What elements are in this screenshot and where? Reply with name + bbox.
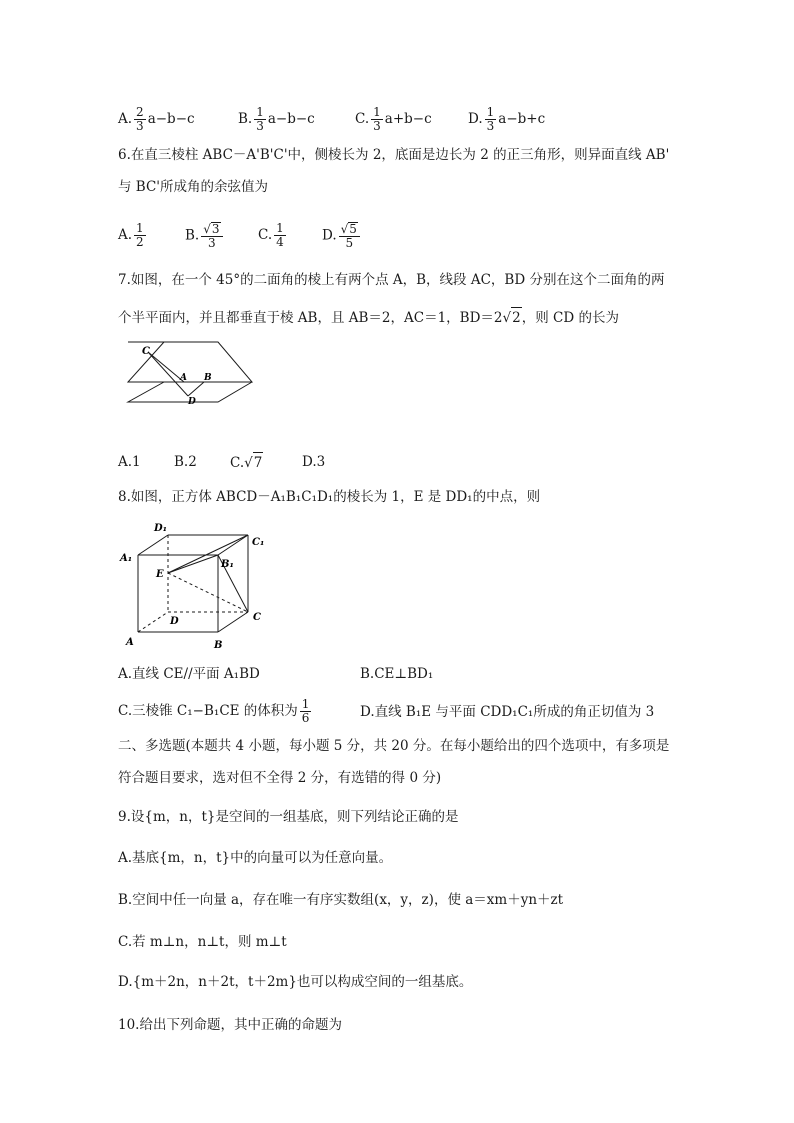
- cube-figure: [118, 515, 278, 655]
- q5-option-c: C. $\frac{1}{3}$ a+b−c: [355, 105, 432, 133]
- q5-option-a: A. $\frac{2}{3}$ a−b−c: [118, 105, 195, 133]
- q7-option-b: B.2: [174, 454, 197, 470]
- q8-label-a: A: [126, 637, 134, 648]
- q6-stem-line2: 与 BC'所成角的余弦值为: [118, 179, 269, 195]
- q9-stem: 9.设{m，n，t}是空间的一组基底，则下列结论正确的是: [118, 809, 459, 825]
- q8-label-c: C: [253, 612, 261, 623]
- dihedral-angle-figure: [118, 338, 258, 408]
- q8-stem: 8.如图，正方体 ABCD－A₁B₁C₁D₁的棱长为 1，E 是 DD₁的中点，则: [118, 489, 541, 505]
- q5-option-b: B. $\frac{1}{3}$ a−b−c: [238, 105, 315, 133]
- q7-label-d: D: [188, 397, 196, 407]
- q8-label-c1: C₁: [252, 537, 265, 548]
- q6-option-b: B. $\frac{√3}{3}$: [185, 222, 225, 250]
- q9-option-b: B.空间中任一向量 a，存在唯一有序实数组(x，y，z)，使 a＝xm＋yn＋zt: [118, 892, 564, 908]
- q7-option-a: A.1: [118, 454, 141, 470]
- q9-option-c: C.若 m⊥n，n⊥t，则 m⊥t: [118, 934, 287, 950]
- q7-stem-line1: 7.如图，在一个 45°的二面角的棱上有两个点 A，B，线段 AC，BD 分别在这个二面角的两: [118, 272, 665, 288]
- q8-label-b1: B₁: [221, 559, 234, 570]
- q8-label-a1: A₁: [120, 553, 133, 564]
- q6-option-d: D. $\frac{√5}{5}$: [322, 222, 362, 250]
- section2-header-line2: 符合题目要求，选对但不全得 2 分，有选错的得 0 分): [118, 770, 442, 786]
- q6-option-c: C. $\frac{1}{4}$: [258, 221, 284, 249]
- q5-option-d: D. $\frac{1}{3}$ a−b+c: [468, 105, 546, 133]
- q6-stem-line1: 6.在直三棱柱 ABC－A'B'C'中，侧棱长为 2，底面是边长为 2 的正三角形，则异面直线 AB': [118, 147, 670, 163]
- q8-label-e: E: [156, 569, 164, 580]
- q7-stem-line2: 个半平面内，并且都垂直于棱 AB，且 AB＝2，AC＝1，BD＝2√2，则 CD 的长为: [118, 307, 619, 328]
- q8-label-b: B: [214, 640, 223, 651]
- section2-header-line1: 二、多选题(本题共 4 小题，每小题 5 分，共 20 分。在每小题给出的四个选项中，有多项是: [118, 738, 670, 754]
- q7-label-a: A: [180, 373, 187, 383]
- q10-stem: 10.给出下列命题，其中正确的命题为: [118, 1017, 342, 1033]
- q7-option-d: D.3: [302, 454, 326, 470]
- q7-label-b: B: [204, 373, 212, 383]
- q8-option-c: C.三棱锥 C₁−B₁CE 的体积为 $\frac{1}{6}$: [118, 697, 310, 725]
- q6-option-a: A. $\frac{1}{2}$: [118, 221, 144, 249]
- q8-label-d: D: [170, 616, 179, 627]
- q8-label-d1: D₁: [154, 523, 168, 534]
- q9-option-a: A.基底{m，n，t}中的向量可以为任意向量。: [118, 850, 393, 866]
- q8-option-d: D.直线 B₁E 与平面 CDD₁C₁所成的角正切值为 3: [360, 704, 655, 720]
- q9-option-d: D.{m＋2n，n＋2t，t＋2m}也可以构成空间的一组基底。: [118, 974, 473, 990]
- q7-label-c: C: [142, 346, 150, 357]
- q7-option-c: C.√7: [230, 452, 263, 473]
- q8-option-a: A.直线 CE//平面 A₁BD: [118, 666, 260, 682]
- q8-option-b: B.CE⊥BD₁: [360, 666, 434, 682]
